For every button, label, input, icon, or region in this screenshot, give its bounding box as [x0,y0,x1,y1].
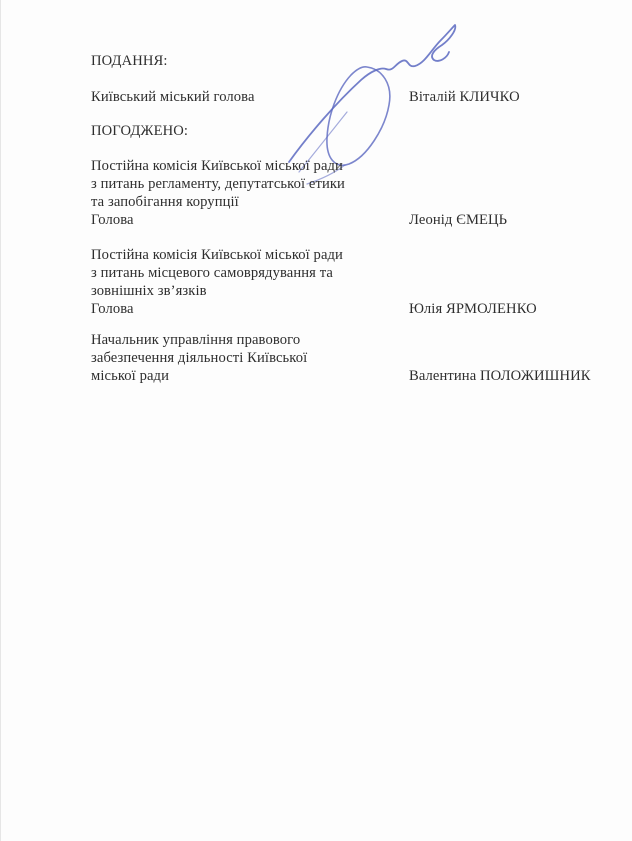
submission-heading: ПОДАННЯ: [91,53,168,69]
signatory-title: Голова [91,212,134,228]
signatory-name: Юлія ЯРМОЛЕНКО [409,301,537,317]
signatory-position-line: забезпечення діяльності Київської [91,350,308,366]
signatory-position-line: Начальник управління правового [91,332,301,348]
agreed-heading: ПОГОДЖЕНО: [91,123,189,139]
signatory-position-line: Постійна комісія Київської міської ради [91,158,343,174]
signatory-name: Валентина ПОЛОЖИШНИК [409,368,591,384]
signatory-row-department [91,367,601,385]
signatory-position-line: зовнішніх зв’язків [91,283,207,299]
signatory-position-line: з питань регламенту, депутатської етики [91,176,345,192]
signatory-position: Київський міський голова [91,89,255,105]
signatory-row-head [91,300,601,318]
signatory-block-legal-department [91,331,601,385]
signatory-position-line: з питань місцевого самоврядування та [91,265,333,281]
signatory-row-head [91,211,601,229]
signatory-name: Леонід ЄМЕЦЬ [409,212,508,228]
signatory-title: Голова [91,301,134,317]
signatory-block-selfgovernment-commission [91,246,601,318]
signatory-position-line: та запобігання корупції [91,194,239,210]
signatory-position-line: міської ради [91,368,169,384]
signature-page-content [91,52,601,385]
signatory-position-line: Постійна комісія Київської міської ради [91,247,343,263]
signatory-name: Віталій КЛИЧКО [409,89,520,105]
signatory-block-regulations-commission [91,157,601,229]
signatory-row-mayor [91,88,601,106]
